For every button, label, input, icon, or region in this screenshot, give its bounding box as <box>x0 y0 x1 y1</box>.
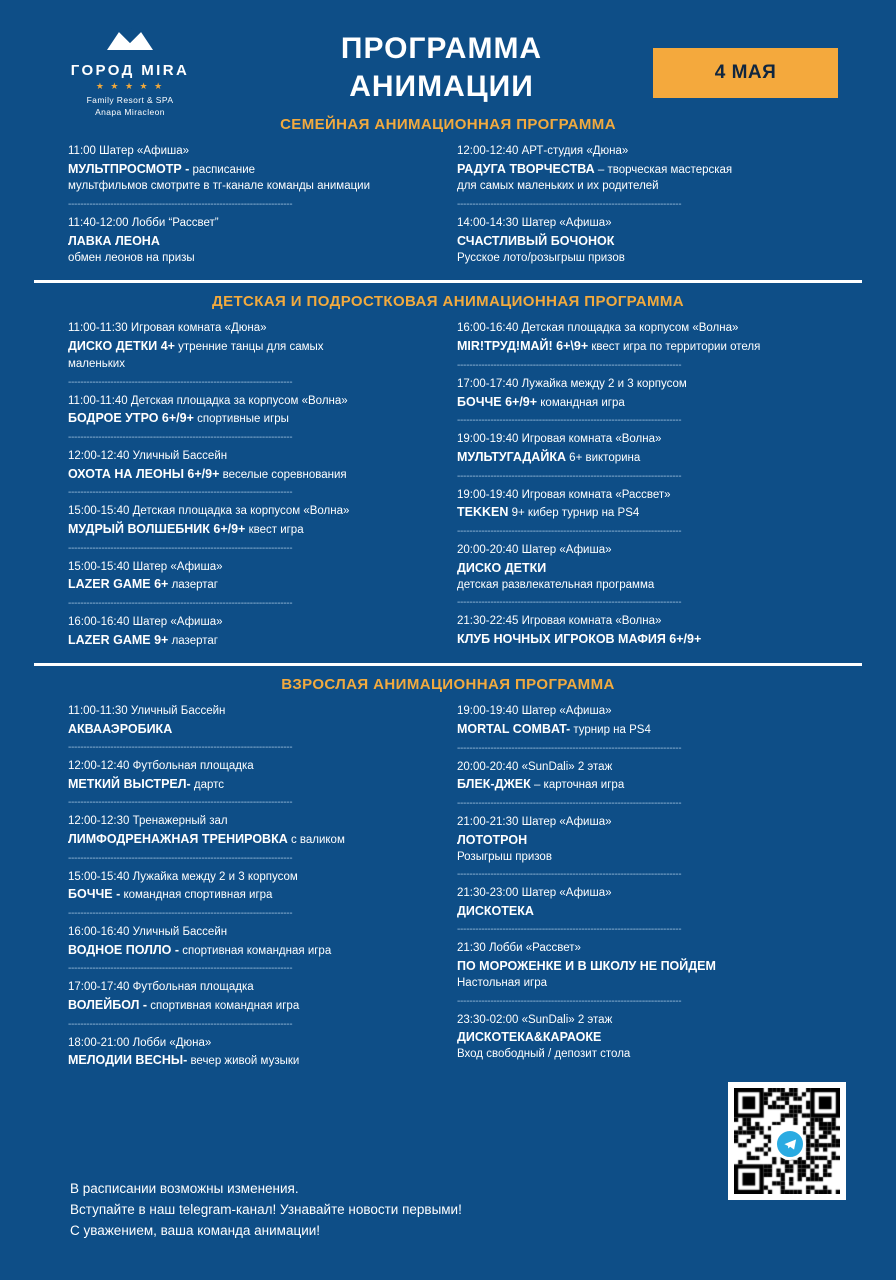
entry-title-main: ЛАВКА ЛЕОНА <box>68 233 160 248</box>
entry-title <box>457 720 828 739</box>
entry-title <box>68 631 439 650</box>
program-entry <box>457 215 828 266</box>
section-columns <box>30 320 866 651</box>
entry-title-detail: дартс <box>190 778 225 791</box>
entry-time-venue: 19:00-19:40 Игровая комната «Рассвет» <box>457 488 671 501</box>
entry-description: Настольная игра <box>457 976 548 989</box>
entry-separator: -------------------------------------------------------------------------- <box>68 908 293 920</box>
entry-title-detail: командная игра <box>537 396 625 409</box>
entry-description: для самых маленьких и их родителей <box>457 180 659 193</box>
program-entry <box>457 703 828 738</box>
logo-name: ГОРОД MIRA <box>70 62 190 79</box>
entry-time-venue: 17:00-17:40 Футбольная площадка <box>68 981 254 994</box>
entry-title-main: ОХОТА НА ЛЕОНЫ 6+/9+ <box>68 466 220 481</box>
entry-description: мультфильмов смотрите в тг-канале команды анимации <box>68 180 371 193</box>
entry-title <box>457 902 828 920</box>
entry-title <box>68 575 439 594</box>
entry-title-main: TEKKEN <box>457 505 509 520</box>
mountain-logo-icon <box>103 26 157 56</box>
entry-separator: -------------------------------------------------------------------------- <box>68 1018 293 1030</box>
entry-title-main: ДИСКО ДЕТКИ <box>457 560 547 575</box>
program-entry <box>457 376 828 411</box>
entry-title-main: КЛУБ НОЧНЫХ ИГРОКОВ МАФИЯ 6+/9+ <box>457 632 702 646</box>
entry-title-detail: – карточная игра <box>530 779 625 792</box>
logo-stars: ★ ★ ★ ★ ★ <box>95 81 165 91</box>
column-right <box>457 320 828 651</box>
entry-title-main: БЛЕК-ДЖЕК <box>457 777 531 792</box>
column-left <box>68 703 439 1072</box>
entry-description: детская развлекательная программа <box>457 578 655 591</box>
entry-title <box>68 160 439 179</box>
entry-separator: -------------------------------------------------------------------------- <box>457 415 682 427</box>
program-entry <box>457 885 828 920</box>
entry-title-main: MORTAL COMBAT- <box>457 721 571 736</box>
program-entry <box>68 448 439 483</box>
program-entry <box>68 758 439 793</box>
entry-separator: -------------------------------------------------------------------------- <box>457 797 682 809</box>
entry-time-venue: 23:30-02:00 «SunDali» 2 этаж <box>457 1013 613 1026</box>
entry-separator: -------------------------------------------------------------------------- <box>457 869 682 881</box>
entry-time-venue: 12:00-12:30 Тренажерный зал <box>68 815 228 828</box>
entry-title-detail: турнир на PS4 <box>570 723 651 736</box>
entry-title-main: МУЛЬТУГАДАЙКА <box>457 449 566 464</box>
program-entry <box>68 614 439 649</box>
entry-title <box>457 957 828 975</box>
entry-time-venue: 16:00-16:40 Детская площадка за корпусом «Волна» <box>457 322 739 335</box>
column-right <box>457 703 828 1072</box>
telegram-qr-code[interactable] <box>728 1082 846 1200</box>
entry-separator: -------------------------------------------------------------------------- <box>68 376 293 388</box>
program-entry <box>68 143 439 195</box>
program-entry <box>68 869 439 904</box>
entry-separator: -------------------------------------------------------------------------- <box>68 431 293 443</box>
column-right <box>457 143 828 268</box>
entry-title-detail: квест игра по территории отеля <box>588 341 761 354</box>
entry-title-detail: с валиком <box>287 834 345 847</box>
entry-title-main: АКВААЭРОБИКА <box>68 721 173 736</box>
entry-title-main: БОЧЧЕ 6+/9+ <box>457 394 538 409</box>
section-columns <box>30 143 866 268</box>
entry-time-venue: 12:00-12:40 АРТ-студия «Дюна» <box>457 145 629 157</box>
program-entry <box>457 814 828 865</box>
entry-title <box>457 503 828 522</box>
entry-title-main: LAZER GAME 6+ <box>68 577 169 592</box>
entry-title <box>457 393 828 412</box>
logo-subtitle-2: Anapa Miracleon <box>95 107 165 117</box>
hotel-logo <box>30 22 230 117</box>
entry-title-detail: 6+ викторина <box>565 451 641 464</box>
entry-separator: -------------------------------------------------------------------------- <box>457 597 682 609</box>
entry-title-main: МУЛЬТПРОСМОТР - <box>68 161 190 176</box>
entry-separator: -------------------------------------------------------------------------- <box>68 597 293 609</box>
entry-time-venue: 11:00-11:30 Игровая комната «Дюна» <box>68 322 267 335</box>
entry-title <box>68 337 439 356</box>
entry-time-venue: 16:00-16:40 Шатер «Афиша» <box>68 615 223 628</box>
entry-title-detail: утренние танцы для самых <box>174 341 324 354</box>
entry-time-venue: 15:00-15:40 Лужайка между 2 и 3 корпусом <box>68 870 298 883</box>
page-title <box>230 22 653 105</box>
entry-title <box>457 337 828 356</box>
entry-time-venue: 11:40-12:00 Лобби “Рассвет” <box>68 217 219 230</box>
entry-time-venue: 21:00-21:30 Шатер «Афиша» <box>457 815 612 828</box>
entry-time-venue: 19:00-19:40 Шатер «Афиша» <box>457 705 612 718</box>
program-entry <box>457 542 828 593</box>
program-entry <box>68 393 439 428</box>
program-entry <box>68 979 439 1014</box>
section-columns <box>30 703 866 1072</box>
entry-time-venue: 12:00-12:40 Уличный Бассейн <box>68 449 228 462</box>
section-divider <box>34 280 862 283</box>
footer-note <box>30 1179 462 1250</box>
entry-title <box>68 941 439 960</box>
program-entry <box>68 703 439 738</box>
program-entry <box>457 940 828 991</box>
program-entry <box>68 320 439 372</box>
entry-separator: -------------------------------------------------------------------------- <box>68 963 293 975</box>
entry-title <box>68 885 439 904</box>
logo-subtitle-1: Family Resort & SPA <box>86 95 174 105</box>
entry-time-venue: 11:00-11:40 Детская площадка за корпусом «Волна» <box>68 394 348 407</box>
footer-line-1: В расписании возможны изменения. <box>70 1181 299 1197</box>
entry-title <box>457 775 828 794</box>
entry-title <box>457 630 828 648</box>
entry-time-venue: 11:00 Шатер «Афиша» <box>68 145 190 157</box>
entry-title-main: РАДУГА ТВОРЧЕСТВА <box>457 161 595 176</box>
section-heading: ВЗРОСЛАЯ АНИМАЦИОННАЯ ПРОГРАММА <box>281 676 615 694</box>
entry-title-main: БОЧЧЕ - <box>68 887 121 902</box>
entry-title-main: ДИСКОТЕКА <box>457 904 534 919</box>
entry-time-venue: 19:00-19:40 Игровая комната «Волна» <box>457 433 662 446</box>
entry-separator: -------------------------------------------------------------------------- <box>457 199 682 211</box>
section-heading: ДЕТСКАЯ И ПОДРОСТКОВАЯ АНИМАЦИОННАЯ ПРОГРАММА <box>211 293 685 311</box>
entry-title-detail: лазертаг <box>168 579 218 592</box>
program-entry <box>68 813 439 848</box>
entry-title-main: ДИСКОТЕКА&КАРАОКЕ <box>457 1030 602 1045</box>
program-section <box>0 293 896 651</box>
entry-time-venue: 17:00-17:40 Лужайка между 2 и 3 корпусом <box>457 377 687 390</box>
program-entry <box>68 215 439 266</box>
entry-description: Розыгрыш призов <box>457 850 552 863</box>
entry-separator: -------------------------------------------------------------------------- <box>68 199 293 211</box>
entry-separator: -------------------------------------------------------------------------- <box>457 525 682 537</box>
entry-time-venue: 21:30-22:45 Игровая комната «Волна» <box>457 615 662 628</box>
entry-title <box>457 831 828 849</box>
program-entry <box>457 613 828 648</box>
entry-time-venue: 15:00-15:40 Шатер «Афиша» <box>68 560 223 573</box>
entry-title-main: МЕЛОДИИ ВЕСНЫ- <box>68 1053 188 1068</box>
entry-separator: -------------------------------------------------------------------------- <box>68 742 293 754</box>
program-entry <box>457 1012 828 1063</box>
entry-title-main: БОДРОЕ УТРО 6+/9+ <box>68 411 194 426</box>
entry-time-venue: 21:30 Лобби «Рассвет» <box>457 942 581 955</box>
entry-time-venue: 14:00-14:30 Шатер «Афиша» <box>457 217 612 230</box>
poster-footer <box>0 1082 896 1280</box>
footer-line-3: С уважением, ваша команда анимации! <box>70 1223 321 1239</box>
entry-title-detail: спортивная командная игра <box>179 944 332 957</box>
entry-title-detail: командная спортивная игра <box>120 889 273 902</box>
section-divider <box>34 663 862 666</box>
entry-separator: -------------------------------------------------------------------------- <box>457 742 682 754</box>
entry-time-venue: 12:00-12:40 Футбольная площадка <box>68 760 254 773</box>
entry-time-venue: 21:30-23:00 Шатер «Афиша» <box>457 887 612 900</box>
entry-title-main: ПО МОРОЖЕНКЕ И В ШКОЛУ НЕ ПОЙДЕМ <box>457 958 716 973</box>
program-section <box>0 116 896 268</box>
entry-title <box>457 559 828 577</box>
entry-time-venue: 16:00-16:40 Уличный Бассейн <box>68 926 228 939</box>
entry-title-detail: квест игра <box>245 523 304 536</box>
program-entry <box>68 503 439 538</box>
entry-title <box>457 1028 828 1046</box>
footer-line-2: Вступайте в наш telegram-канал! Узнавайте новости первыми! <box>70 1202 462 1218</box>
entry-title-detail: 9+ кибер турнир на PS4 <box>508 507 640 520</box>
program-entry <box>68 924 439 959</box>
entry-title-main: СЧАСТЛИВЫЙ БОЧОНОК <box>457 233 615 248</box>
column-left <box>68 143 439 268</box>
telegram-icon <box>774 1128 806 1160</box>
entry-title <box>457 448 828 467</box>
entry-title <box>68 720 439 738</box>
entry-description: маленьких <box>68 357 125 370</box>
program-section <box>0 676 896 1072</box>
entry-time-venue: 11:00-11:30 Уличный Бассейн <box>68 705 226 718</box>
program-entry <box>68 559 439 594</box>
program-entry <box>457 143 828 195</box>
entry-separator: -------------------------------------------------------------------------- <box>457 470 682 482</box>
entry-title-main: ЛОТОТРОН <box>457 832 528 847</box>
entry-separator: -------------------------------------------------------------------------- <box>68 797 293 809</box>
program-entry <box>457 759 828 794</box>
entry-title-main: ВОЛЕЙБОЛ - <box>68 998 148 1013</box>
entry-title <box>68 775 439 794</box>
program-entry <box>457 487 828 522</box>
program-entry <box>68 1035 439 1070</box>
entry-title-detail: веселые соревнования <box>219 468 347 481</box>
entry-title <box>68 830 439 849</box>
entry-separator: -------------------------------------------------------------------------- <box>457 924 682 936</box>
entry-time-venue: 15:00-15:40 Детская площадка за корпусом «Волна» <box>68 505 350 518</box>
entry-title-detail: лазертаг <box>168 634 218 647</box>
entry-description: обмен леонов на призы <box>68 251 195 264</box>
entry-separator: -------------------------------------------------------------------------- <box>68 487 293 499</box>
entry-separator: -------------------------------------------------------------------------- <box>68 542 293 554</box>
entry-title <box>68 1051 439 1070</box>
entry-title-main: МУДРЫЙ ВОЛШЕБНИК 6+/9+ <box>68 521 246 536</box>
entry-title-main: ЛИМФОДРЕНАЖНАЯ ТРЕНИРОВКА <box>68 832 288 847</box>
entry-title <box>68 232 439 250</box>
program-entry <box>457 431 828 466</box>
entry-title-main: MIR!ТРУД!МАЙ! 6+\9+ <box>457 339 589 354</box>
entry-title <box>457 232 828 250</box>
column-left <box>68 320 439 651</box>
date-badge: 4 МАЯ <box>653 48 838 98</box>
page-title-line-2: АНИМАЦИИ <box>349 69 534 103</box>
program-entry <box>457 320 828 355</box>
entry-title-detail: спортивная командная игра <box>147 1000 300 1013</box>
entry-title <box>457 160 828 179</box>
section-heading: СЕМЕЙНАЯ АНИМАЦИОННАЯ ПРОГРАММА <box>280 116 616 133</box>
entry-title-detail: расписание <box>189 163 256 176</box>
entry-description: Русское лото/розыгрыш призов <box>457 251 625 264</box>
entry-title-main: МЕТКИЙ ВЫСТРЕЛ- <box>68 776 191 791</box>
entry-time-venue: 20:00-20:40 Шатер «Афиша» <box>457 543 612 556</box>
entry-title-detail: спортивные игры <box>193 413 289 426</box>
entry-time-venue: 20:00-20:40 «SunDali» 2 этаж <box>457 760 613 773</box>
page-title-line-1: ПРОГРАММА <box>340 32 543 65</box>
entry-title-detail: вечер живой музыки <box>187 1055 300 1068</box>
entry-description: Вход свободный / депозит стола <box>457 1048 631 1061</box>
entry-title <box>68 996 439 1015</box>
entry-title <box>68 520 439 539</box>
entry-separator: -------------------------------------------------------------------------- <box>68 852 293 864</box>
entry-title <box>68 409 439 428</box>
entry-title <box>68 465 439 484</box>
entry-title-detail: – творческая мастерская <box>594 163 733 176</box>
poster-header <box>0 0 896 117</box>
entry-title-main: ДИСКО ДЕТКИ 4+ <box>68 339 175 354</box>
entry-separator: -------------------------------------------------------------------------- <box>457 359 682 371</box>
entry-title-main: LAZER GAME 9+ <box>68 632 169 647</box>
entry-time-venue: 18:00-21:00 Лобби «Дюна» <box>68 1036 212 1049</box>
entry-separator: -------------------------------------------------------------------------- <box>457 995 682 1007</box>
entry-title-main: ВОДНОЕ ПОЛЛО - <box>68 942 180 957</box>
sections-container <box>0 116 896 1072</box>
